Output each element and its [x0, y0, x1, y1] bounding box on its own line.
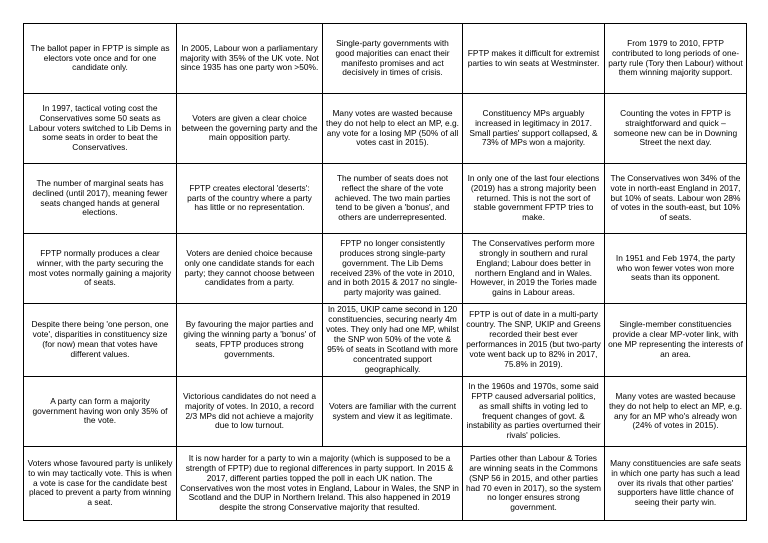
- table-row: [24, 24, 747, 94]
- table-cell: Single-member constituencies provide a clear MP-voter link, with one MP representing the interests of an area.: [605, 304, 747, 377]
- table-cell: FPTP is out of date in a multi-party country. The SNP, UKIP and Greens recorded their best ever performances in 2015 (but two-party vote went back up to 82% in 2017, 75.8% in 2019).: [463, 304, 605, 377]
- table-cell: In 2015, UKIP came second in 120 constituencies, securing nearly 4m votes. They only had one MP, whilst the SNP won 50% of the vote & 95% of seats in Scotland with more concentrated support geographically.: [323, 304, 463, 377]
- table-cell: Single-party governments with good majorities can enact their manifesto promises and act decisively in times of crisis.: [323, 24, 463, 94]
- table-row: [24, 94, 747, 164]
- table-cell: FPTP makes it difficult for extremist parties to win seats at Westminster.: [463, 24, 605, 94]
- table-cell: Parties other than Labour & Tories are winning seats in the Commons (SNP 56 in 2015, and other parties had 70 even in 2017), so the system no longer ensures strong government.: [463, 447, 605, 521]
- table-cell: Victorious candidates do not need a majority of votes. In 2010, a record 2/3 MPs did not achieve a majority due to low turnout.: [177, 377, 323, 447]
- table-cell: Constituency MPs arguably increased in legitimacy in 2017. Small parties' support collapsed, & 73% of MPs won a majority.: [463, 94, 605, 164]
- table-cell: The Conservatives perform more strongly in southern and rural England; Labour does better in northern England and in Wales. However, in 2019 the Tories made gains in Labour areas.: [463, 234, 605, 304]
- fptp-statements-table: [23, 23, 747, 521]
- table-cell: FPTP no longer consistently produces strong single-party government. The Lib Dems received 23% of the vote in 2010, and in both 2015 & 2017 no single-party majority was gained.: [323, 234, 463, 304]
- table-row: [24, 304, 747, 377]
- table-cell: From 1979 to 2010, FPTP contributed to long periods of one-party rule (Tory then Labour) without them winning majority support.: [605, 24, 747, 94]
- table-cell: The number of marginal seats has declined (until 2017), meaning fewer seats changed hands at general elections.: [24, 164, 177, 234]
- table-cell: Voters whose favoured party is unlikely to win may tactically vote. This is when a vote is case for the candidate best placed to prevent a party from winning a seat.: [24, 447, 177, 521]
- table-cell: FPTP normally produces a clear winner, with the party securing the most votes normally gaining a majority of seats.: [24, 234, 177, 304]
- table-cell: The Conservatives won 34% of the vote in north-east England in 2017, but 10% of seats. Labour won 28% of votes in the south-east, but 10% of seats.: [605, 164, 747, 234]
- table-cell: In the 1960s and 1970s, some said FPTP caused adversarial politics, as small shifts in voting led to frequent changes of govt. & instability as parties overturned their rivals' policies.: [463, 377, 605, 447]
- table-cell: In 1951 and Feb 1974, the party who won fewer votes won more seats than its opponent.: [605, 234, 747, 304]
- table-cell: A party can form a majority government having won only 35% of the vote.: [24, 377, 177, 447]
- table-row: [24, 447, 747, 521]
- table-cell: Many votes are wasted because they do not help to elect an MP, e.g. any for an MP who's already won (24% of votes in 2015).: [605, 377, 747, 447]
- table-cell: FPTP creates electoral 'deserts': parts of the country where a party has little or no representation.: [177, 164, 323, 234]
- table-cell: In 1997, tactical voting cost the Conservatives some 50 seats as Labour voters switched to Lib Dems in some seats in order to beat the Conservatives.: [24, 94, 177, 164]
- table-cell: In only one of the last four elections (2019) has a strong majority been returned. This is not the sort of stable government FPTP tries to make.: [463, 164, 605, 234]
- table-cell: The number of seats does not reflect the share of the vote achieved. The two main parties tend to be given a 'bonus', and others are underrepresented.: [323, 164, 463, 234]
- table-cell-merged: It is now harder for a party to win a majority (which is supposed to be a strength of FPTP) due to regional differences in party support. In 2015 & 2017, different parties topped the poll in each UK nation. The Conservatives won the most votes in England, Labour in Wales, the SNP in Scotland and the DUP in Northern Ireland. This also happened in 2019 despite the strong Conservative majority that resulted.: [177, 447, 463, 521]
- table-cell: Voters are familiar with the current system and view it as legitimate.: [323, 377, 463, 447]
- table-row: [24, 164, 747, 234]
- table-cell: Despite there being 'one person, one vote', disparities in constituency size (for now) mean that votes have different values.: [24, 304, 177, 377]
- table-cell: By favouring the major parties and giving the winning party a 'bonus' of seats, FPTP produces strong governments.: [177, 304, 323, 377]
- table-cell: Many constituencies are safe seats in which one party has such a lead over its rivals that other parties' supporters have little chance of seeing their party win.: [605, 447, 747, 521]
- table-cell: Counting the votes in FPTP is straightforward and quick – someone new can be in Downing Street the next day.: [605, 94, 747, 164]
- table-row: [24, 234, 747, 304]
- table-cell: The ballot paper in FPTP is simple as electors vote once and for one candidate only.: [24, 24, 177, 94]
- table-cell: Voters are given a clear choice between the governing party and the main opposition party.: [177, 94, 323, 164]
- table-cell: Voters are denied choice because only one candidate stands for each party; they cannot choose between candidates from a party.: [177, 234, 323, 304]
- table-cell: In 2005, Labour won a parliamentary majority with 35% of the UK vote. Not since 1935 has one party won >50%.: [177, 24, 323, 94]
- table-row: [24, 377, 747, 447]
- table-cell: Many votes are wasted because they do not help to elect an MP, e.g. any vote for a losing MP (50% of all votes cast in 2015).: [323, 94, 463, 164]
